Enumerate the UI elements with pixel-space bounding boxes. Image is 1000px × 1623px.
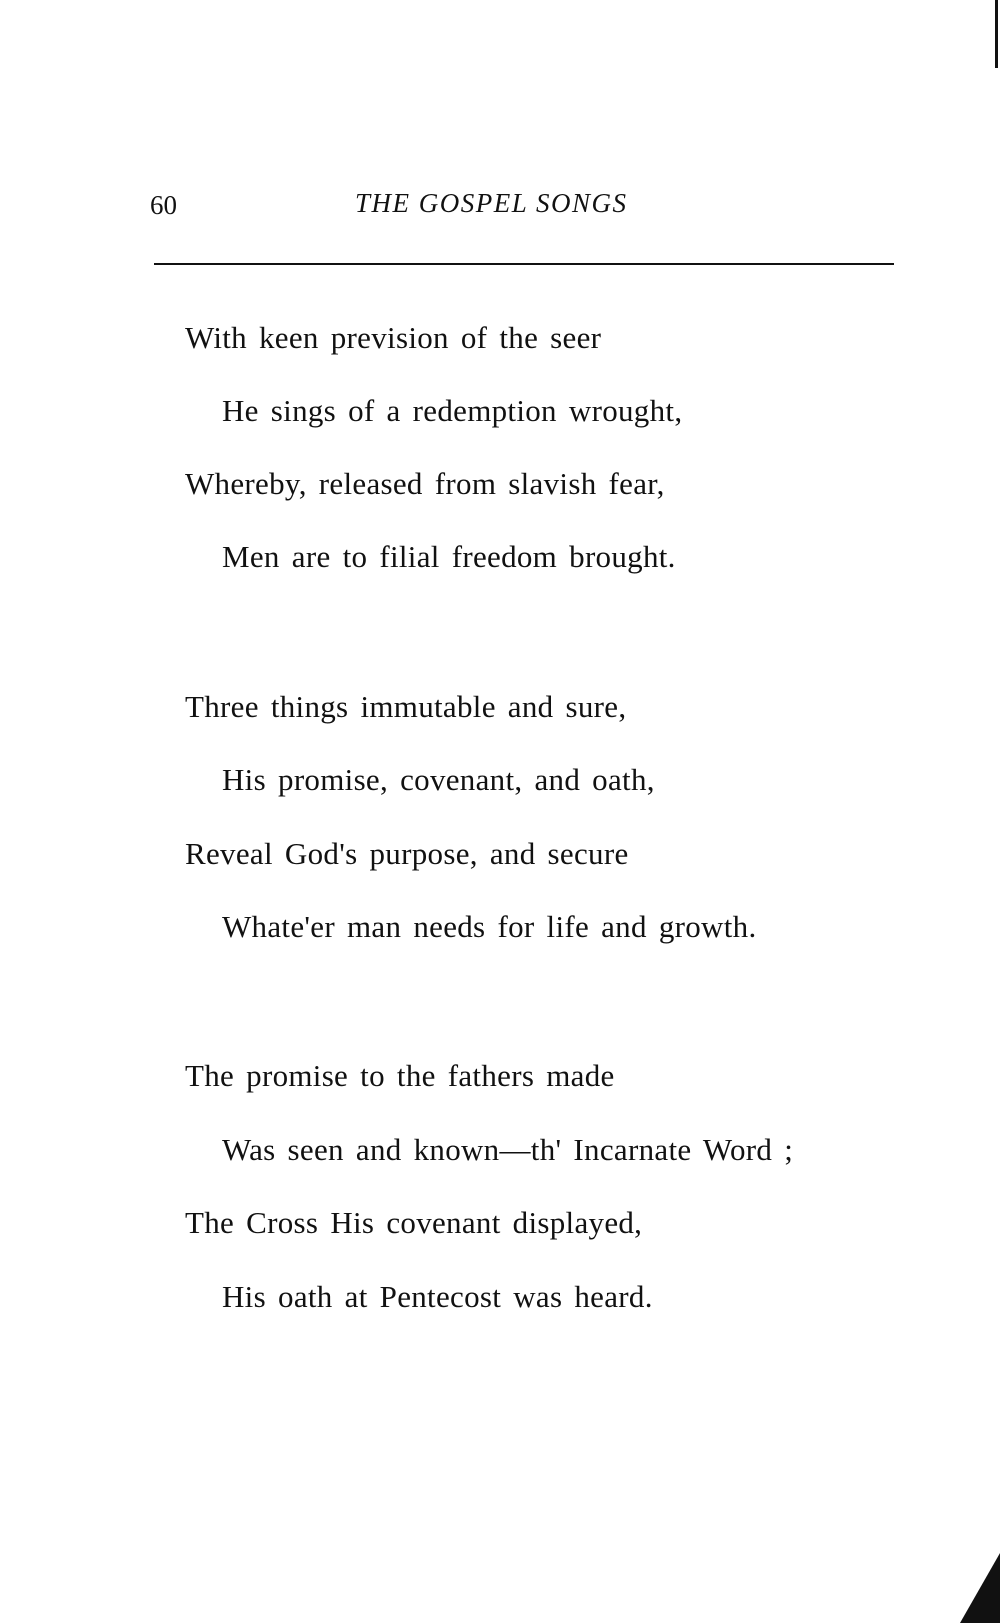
stanza-3-line-1: The promise to the fathers made: [185, 1058, 615, 1093]
stanza-3-line-2: Was seen and known—th' Incarnate Word ;: [222, 1132, 794, 1167]
running-title: THE GOSPEL SONGS: [355, 188, 628, 218]
scan-edge-mark-top: [995, 0, 998, 68]
stanza-3-line-3: The Cross His covenant displayed,: [185, 1205, 643, 1240]
stanza-2-line-1: Three things immutable and sure,: [185, 689, 627, 724]
scan-edge-mark-bottom: [960, 1553, 1000, 1623]
stanza-2-line-3: Reveal God's purpose, and secure: [185, 836, 629, 871]
stanza-1-line-1: With keen prevision of the seer: [185, 320, 602, 355]
stanza-2-line-4: Whate'er man needs for life and growth.: [222, 909, 757, 944]
header-rule: [154, 263, 894, 265]
stanza-3-line-4: His oath at Pentecost was heard.: [222, 1279, 653, 1314]
page-number: 60: [150, 190, 177, 220]
stanza-1-line-3: Whereby, released from slavish fear,: [185, 466, 665, 501]
stanza-1-line-4: Men are to filial freedom brought.: [222, 539, 676, 574]
stanza-1-line-2: He sings of a redemption wrought,: [222, 393, 683, 428]
stanza-2-line-2: His promise, covenant, and oath,: [222, 762, 655, 797]
